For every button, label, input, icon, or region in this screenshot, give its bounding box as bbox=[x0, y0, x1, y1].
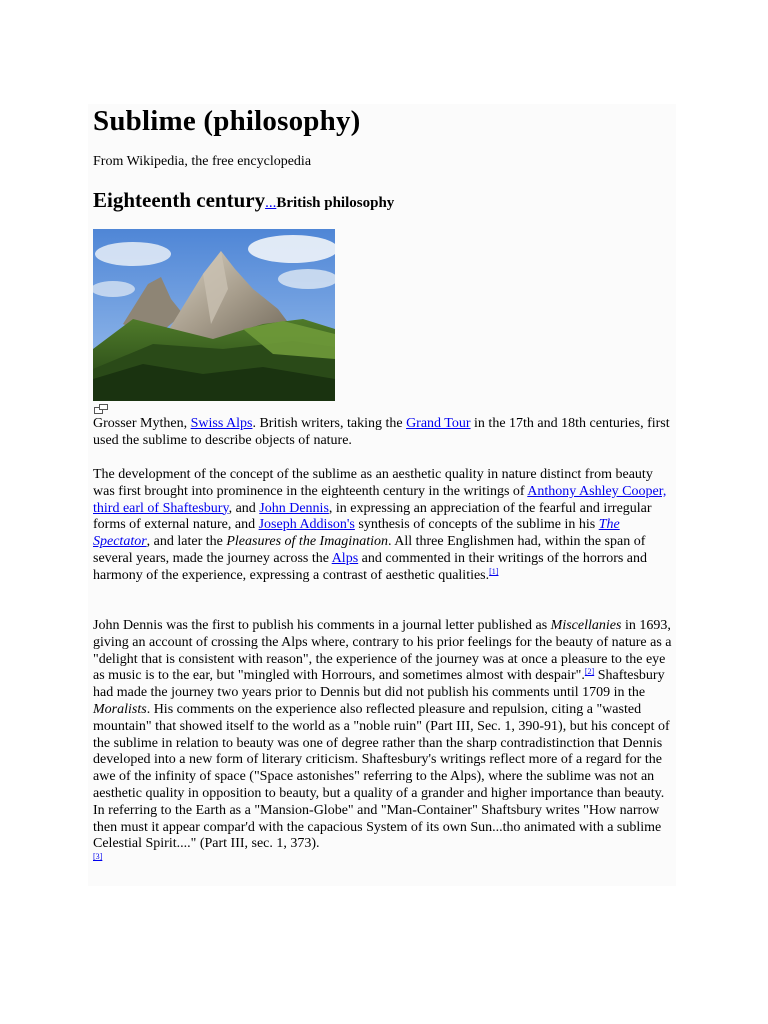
paragraph-text: and commented in their writings of the horrors and harmony of the experience, expressing a contrast of aesthetic qualities. bbox=[93, 550, 648, 583]
caption-text: . British writers, taking the bbox=[252, 416, 407, 431]
joseph-addison-link[interactable]: Joseph Addison's bbox=[258, 517, 355, 533]
paragraph-text: Shaftesbury had made the journey two years prior to Dennis but did not publish his comments until 1709 in the bbox=[93, 668, 665, 701]
section-ellipsis-link[interactable]: ... bbox=[265, 195, 277, 211]
document-page bbox=[88, 104, 676, 886]
paragraph-text: . His comments on the experience also reflected pleasure and repulsion, citing a "wasted mountain" that showed itself to the world as a "noble ruin" (Part III, Sec. 1, 390-91), but his concept of the sublime in relation to beauty was one of degree rather than the sharp contradistinction that Dennis developed into a new form of literary criticism. Shaftesbury's writings reflect more of a regard for the awe of the infinity of space ("Space astonishes" referring to the Alps), where the sublime was not an aesthetic quality in opposition to beauty, but a quality of a grander and higher importance than beauty. In referring to the Earth as a "Mansion-Globe" and "Man-Container" Shaftsbury writes "How narrow then must it appear compar'd with the capacious System of its own Sun...tho animated with a sublime Celestial Spirit...." (Part III, sec. 1, 373). bbox=[93, 701, 670, 852]
section-heading: Eighteenth century bbox=[93, 188, 266, 212]
section-heading-row bbox=[93, 188, 394, 213]
mountain-photo[interactable] bbox=[93, 229, 335, 401]
caption-text: Grosser Mythen, bbox=[93, 416, 191, 431]
reference-3-link[interactable]: [3] bbox=[93, 852, 103, 862]
magnify-icon[interactable] bbox=[94, 401, 108, 411]
paragraph-dennis bbox=[93, 618, 677, 870]
page-subtitle: From Wikipedia, the free encyclopedia bbox=[93, 154, 312, 169]
paragraph-text: in 1693, giving an account of crossing the Alps where, contrary to his prior feelings for the beauty of nature as a "delight that is consistent with reason", the experience of the journey was at once a pleasure to the eye as music is to the ear, but "mingled with Horrours, and sometimes almost with despair". bbox=[93, 618, 672, 684]
moralists-title: Moralists bbox=[93, 701, 147, 717]
paragraph-text: , in expressing an appreciation of the fearful and irregular forms of external nature, and bbox=[93, 500, 652, 533]
paragraph-text: synthesis of concepts of the sublime in his bbox=[354, 517, 599, 533]
paragraph-text: , and later the bbox=[146, 534, 227, 550]
john-dennis-link[interactable]: John Dennis bbox=[259, 500, 329, 516]
section-subheading: British philosophy bbox=[276, 195, 395, 211]
enlarge-icon bbox=[94, 404, 108, 414]
the-spectator-link[interactable]: The Spectator bbox=[93, 517, 620, 550]
paragraph-text: . All three Englishmen had, within the span of several years, made the journey across the bbox=[93, 534, 646, 566]
reference-1-link[interactable]: [1] bbox=[489, 566, 499, 576]
shaftesbury-link[interactable]: Anthony Ashley Cooper, third earl of Shaftesbury bbox=[93, 483, 667, 516]
alps-link[interactable]: Alps bbox=[331, 550, 359, 566]
page-title: Sublime (philosophy) bbox=[93, 105, 361, 137]
image-caption bbox=[93, 416, 677, 450]
paragraph-text: , and bbox=[228, 500, 260, 516]
reference-2-link[interactable]: [2] bbox=[584, 667, 595, 677]
grand-tour-link[interactable]: Grand Tour bbox=[406, 416, 471, 431]
mountain-illustration bbox=[93, 229, 335, 401]
miscellanies-title: Miscellanies bbox=[550, 618, 622, 633]
pleasures-title: Pleasures of the Imagination bbox=[226, 534, 388, 550]
paragraph-text: John Dennis was the first to publish his comments in a journal letter published as bbox=[93, 618, 551, 633]
paragraph-text: The development of the concept of the sublime as an aesthetic quality in nature distinct from beauty was first brought into prominence in the eighteenth century in the writings of bbox=[93, 467, 653, 499]
caption-text: in the 17th and 18th centuries, first used the sublime to describe objects of nature. bbox=[93, 416, 670, 448]
swiss-alps-link[interactable]: Swiss Alps bbox=[190, 416, 253, 431]
paragraph-development bbox=[93, 467, 677, 585]
